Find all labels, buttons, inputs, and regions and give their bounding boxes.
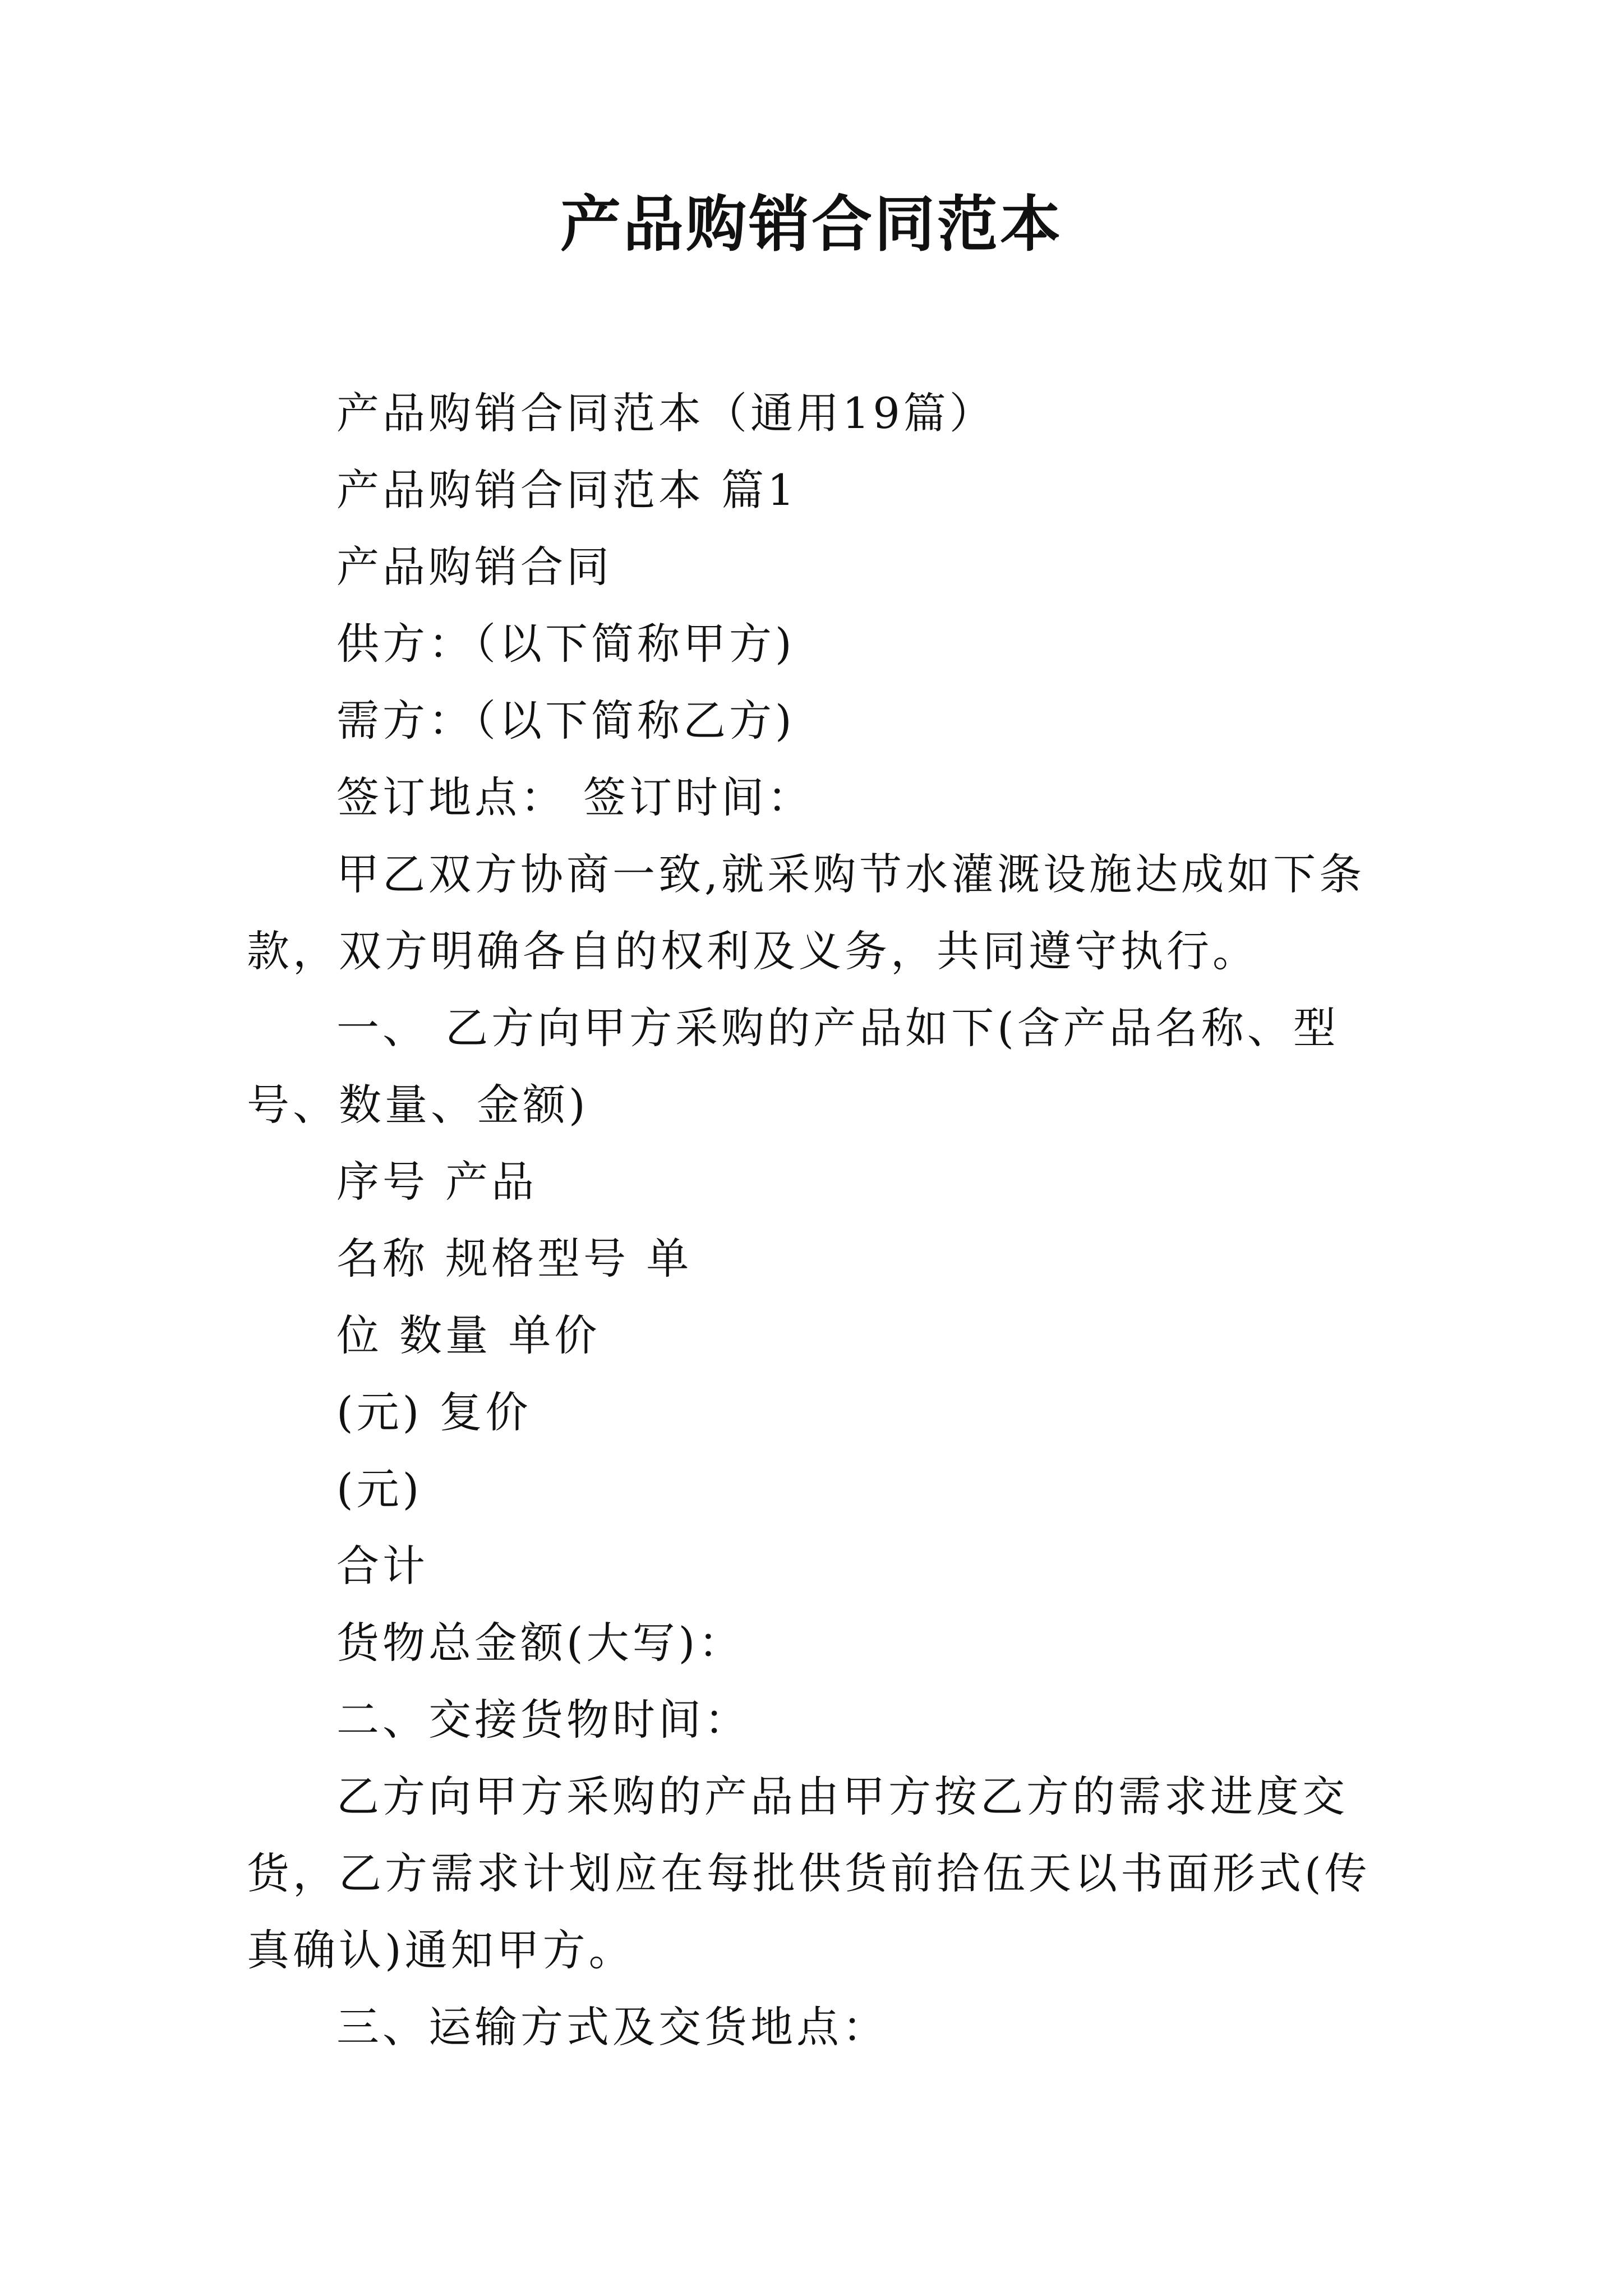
paragraph-table-line-1: 序号 产品: [336, 1157, 538, 1207]
paragraph-preamble: 甲乙双方协商一致,就采购节水灌溉设施达成如下条款，双方明确各自的权利及义务，共同遵守执行。: [247, 849, 1366, 976]
paragraph-table-line-4: (元) 复价: [336, 1387, 532, 1437]
paragraph-clause-3: 三、运输方式及交货地点：: [336, 2002, 888, 2052]
paragraph-heading: 产品购销合同范本（通用19篇）: [336, 388, 995, 438]
paragraph-contract-name: 产品购销合同: [336, 542, 612, 592]
paragraph-buyer: 需方：（以下简称乙方): [336, 696, 795, 746]
document-title: 产品购销合同范本: [560, 189, 1063, 260]
paragraph-amount-capital: 货物总金额(大写)：: [336, 1618, 745, 1668]
paragraph-delivery-schedule: 乙方向甲方采购的产品由甲方按乙方的需求进度交货，乙方需求计划应在每批供货前拾伍天以书面形式(传真确认)通知甲方。: [247, 1772, 1371, 1975]
paragraph-total: 合计: [336, 1541, 428, 1591]
document-body: [247, 375, 1408, 2065]
paragraph-clause-1: 一、 乙方向甲方采购的产品如下(含产品名称、型号、数量、金额): [247, 1003, 1339, 1130]
paragraph-table-line-3: 位 数量 单价: [336, 1310, 601, 1360]
paragraph-table-line-2: 名称 规格型号 单: [336, 1234, 693, 1283]
paragraph-table-line-5: (元): [336, 1464, 423, 1514]
paragraph-supplier: 供方：（以下简称甲方): [336, 619, 795, 669]
paragraph-signing-info: 签订地点： 签订时间：: [336, 772, 814, 822]
paragraph-section-title: 产品购销合同范本 篇1: [336, 465, 798, 515]
paragraph-clause-2: 二、交接货物时间：: [336, 1695, 750, 1745]
